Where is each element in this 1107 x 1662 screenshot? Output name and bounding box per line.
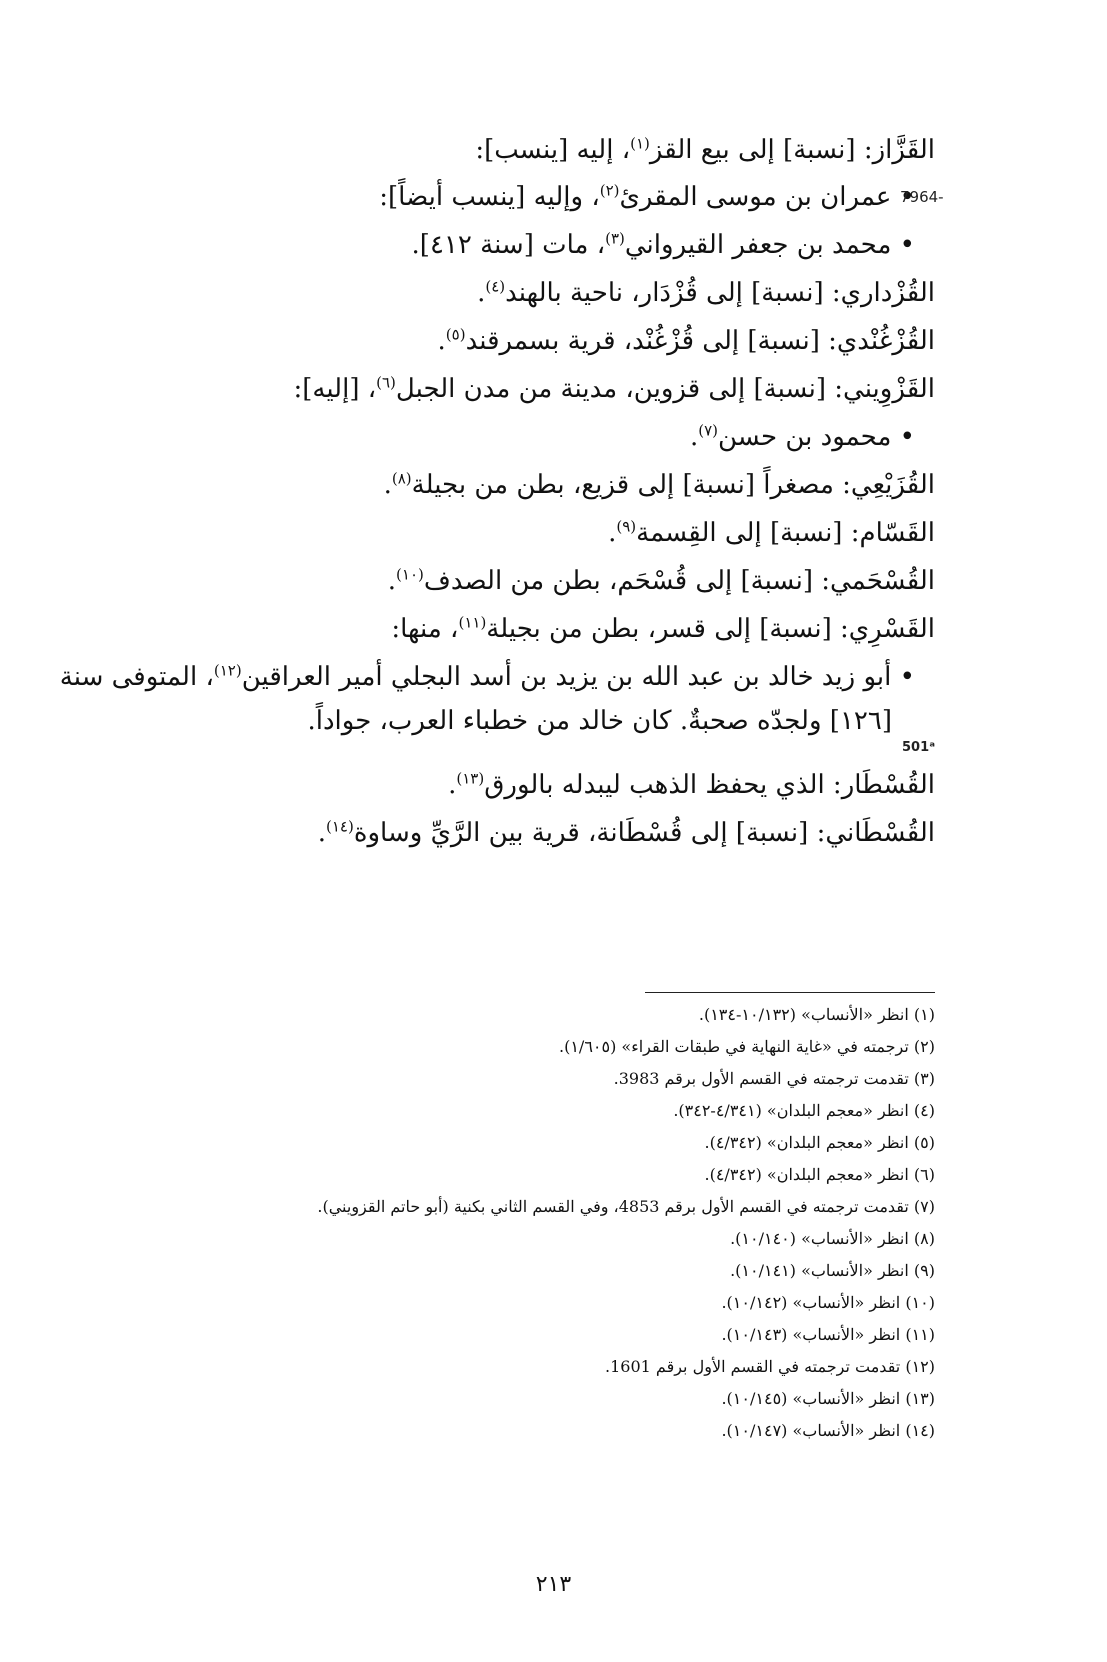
page-number: ٢١٣ xyxy=(535,1572,572,1597)
entry-mahmud: • محمود بن حسن$^{(٧)}$. xyxy=(690,420,915,454)
footnote: (٩) انظر «الأنساب» (١٠/١٤١). xyxy=(730,1261,935,1280)
entry-qustani: القُسْطَاني: [نسبة] إلى قُسْطَانة، قرية بين الرَّيِّ وساوة$^{(١٤)}$. xyxy=(317,817,935,848)
entry-imran: • عمران بن موسى المقرئ$^{(٢)}$، وإليه [ينسب أيضاً]: xyxy=(379,180,915,214)
footnote: (٣) تقدمت ترجمته في القسم الأول برقم 3983. xyxy=(613,1069,935,1088)
footnote: (٦) انظر «معجم البلدان» (٤/٣٤٢). xyxy=(704,1165,935,1184)
footnote: (٧) تقدمت ترجمته في القسم الأول برقم 4853، وفي القسم الثاني بكنية (أبو حاتم القزويني). xyxy=(317,1197,935,1216)
footnote: (٢) ترجمته في «غاية النهاية في طبقات القراء» (١/٦٠٥). xyxy=(559,1037,935,1056)
margin-entry-number: 7964- xyxy=(900,188,944,206)
entry-quzdari: القُزْداري: [نسبة] إلى قُزْدَار، ناحية بالهند$^{(٤)}$. xyxy=(477,277,935,308)
footnote: (١٢) تقدمت ترجمته في القسم الأول برقم 1601. xyxy=(605,1357,935,1376)
footnote: (٥) انظر «معجم البلدان» (٤/٣٤٢). xyxy=(704,1133,935,1152)
footnote: (١٤) انظر «الأنساب» (١٠/١٤٧). xyxy=(721,1421,935,1440)
entry-qustar: القُسْطَار: الذي يحفظ الذهب ليبدله بالورق$^{(١٣)}$. xyxy=(448,769,935,800)
entry-quzayi: القُزَيْعِي: مصغراً [نسبة] إلى قزيع، بطن من بجيلة$^{(٨)}$. xyxy=(383,469,935,500)
footnote: (١٠) انظر «الأنساب» (١٠/١٤٢). xyxy=(721,1293,935,1312)
footnote: (١١) انظر «الأنساب» (١٠/١٤٣). xyxy=(721,1325,935,1344)
entry-qasri: القَسْرِي: [نسبة] إلى قسر، بطن من بجيلة$^{(١١)}$، منها: xyxy=(391,613,935,644)
entry-quzghundi: القُزْغُنْدي: [نسبة] إلى قُزْغُنْد، قرية بسمرقند$^{(٥)}$. xyxy=(437,325,935,356)
entry-khalid-cont: [١٢٦] ولجدّه صحبةٌ. كان خالد من خطباء العرب، جواداً. xyxy=(307,706,892,736)
footnote: (٤) انظر «معجم البلدان» (٤/٣٤١-٣٤٢). xyxy=(673,1101,935,1120)
entry-qazwini: القَزْوِيني: [نسبة] إلى قزوين، مدينة من مدن الجبل$^{(٦)}$، [إليه]: xyxy=(293,373,935,404)
footnote: (١٣) انظر «الأنساب» (١٠/١٤٥). xyxy=(721,1389,935,1408)
entry-khalid: • أبو زيد خالد بن عبد الله بن يزيد بن أسد البجلي أمير العراقين$^{(١٢)}$، المتوفى سنة xyxy=(60,660,915,694)
footnote: (٨) انظر «الأنساب» (١٠/١٤٠). xyxy=(730,1229,935,1248)
margin-folio: 501ᵃ xyxy=(902,740,936,755)
entry-qazzaz: القَزَّاز: [نسبة] إلى بيع القز$^{(١)}$، إليه [ينسب]: xyxy=(475,134,935,165)
footnote-separator xyxy=(645,992,935,993)
entry-muhammad: • محمد بن جعفر القيرواني$^{(٣)}$، مات [سنة ٤١٢]. xyxy=(412,228,915,262)
footnote: (١) انظر «الأنساب» (١٠/١٣٢-١٣٤). xyxy=(698,1005,935,1024)
entry-qushami: القُسْحَمي: [نسبة] إلى قُسْحَم، بطن من الصدف$^{(١٠)}$. xyxy=(387,565,935,596)
entry-qassam: القَسّام: [نسبة] إلى القِسمة$^{(٩)}$. xyxy=(608,517,935,548)
